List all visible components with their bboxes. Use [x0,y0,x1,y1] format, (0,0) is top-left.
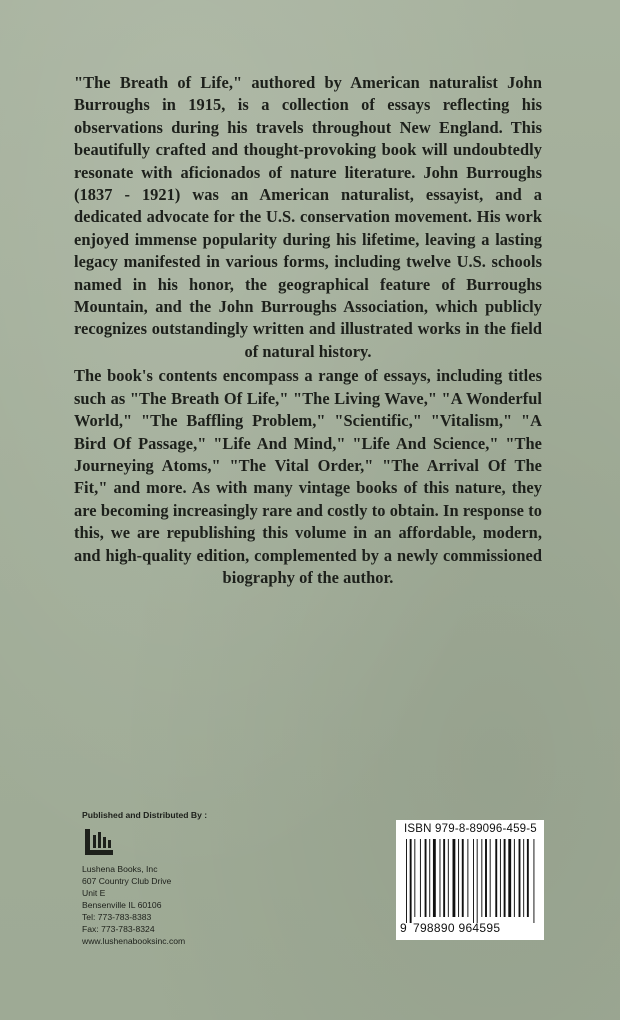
barcode-digit-lead: 9 [400,921,407,935]
barcode-bar [504,839,506,917]
barcode-digits [400,921,500,935]
barcode-bar [519,839,521,917]
publisher-address-2: Unit E [82,888,106,898]
barcode-bar [481,839,482,917]
barcode-bar [477,839,478,923]
lushena-logo-icon [84,827,114,857]
barcode-bar [473,839,474,923]
publisher-tel: Tel: 773-783-8383 [82,912,152,922]
publisher-name: Lushena Books, Inc [82,864,158,874]
barcode-bar [508,839,511,917]
isbn-barcode [396,820,544,940]
barcode-bar [448,839,449,917]
barcode-bar [440,839,441,917]
barcode-bar [500,839,501,917]
publisher-address-1: 607 Country Club Drive [82,876,172,886]
description-paragraph-2: The book's contents encompass a range of essays, including titles such as "The Breath Of Life," "The Living Wave," "A Wonderful World," "The Baffling Problem," "Scientific," "Vitalism," "A Bird Of Passage," "Life And Mind," "Life And Science," "The Journeying Atoms," "The Vital Order," "The Arrival Of The Fit," and more. As with many vintage books of this nature, they are becoming increasingly rare and costly to obtain. In response to this, we are republishing this volume in an affordable, modern, and high-quality edition, complemented by a newly commissioned biography of the author. [74,366,542,587]
barcode-bar [433,839,436,917]
publisher-heading: Published and Distributed By : [82,810,208,820]
barcode-bar [495,839,497,917]
isbn-label: ISBN 979-8-89096-459-5 [404,823,537,835]
publisher-website: www.lushenabooksinc.com [82,936,186,946]
barcode-bar [490,839,491,917]
barcode-digits-group-2: 964595 [458,921,501,935]
barcode-bar [467,839,468,917]
barcode-bar [406,839,407,923]
barcode-bar [523,839,524,917]
barcode-bar [414,839,415,917]
barcode-bar [410,839,412,923]
barcode-bar [458,839,459,917]
publisher-fax: Fax: 773-783-8324 [82,924,155,934]
barcode-bar [443,839,445,917]
barcode-bar [462,839,464,917]
barcode-bar [533,839,534,923]
barcode-bars [402,839,538,923]
barcode-bar [429,839,430,917]
barcode-bar [514,839,515,917]
book-description [74,72,542,589]
description-paragraph-1: "The Breath of Life," authored by American naturalist John Burroughs in 1915, is a collection of essays reflecting his observations during his travels throughout New England. This beautifully crafted and thought-provoking book will undoubtedly resonate with aficionados of nature literature. John Burroughs (1837 - 1921) was an American naturalist, essayist, and a dedicated advocate for the U.S. conservation movement. His work enjoyed immense popularity during his lifetime, leaving a lasting legacy manifested in various forms, including twelve U.S. schools named in his honor, the geographical feature of Burroughs Mountain, and the John Burroughs Association, which publicly recognizes outstandingly written and illustrated works in the field of natural history. [74,73,542,361]
publisher-city: Bensenville IL 60106 [82,900,162,910]
barcode-digits-group-1: 798890 [412,921,455,935]
publisher-info [82,809,292,947]
barcode-bar [453,839,456,917]
barcode-bar [420,839,421,917]
barcode-bar [485,839,487,917]
barcode-bar [425,839,427,917]
barcode-bar [527,839,529,917]
